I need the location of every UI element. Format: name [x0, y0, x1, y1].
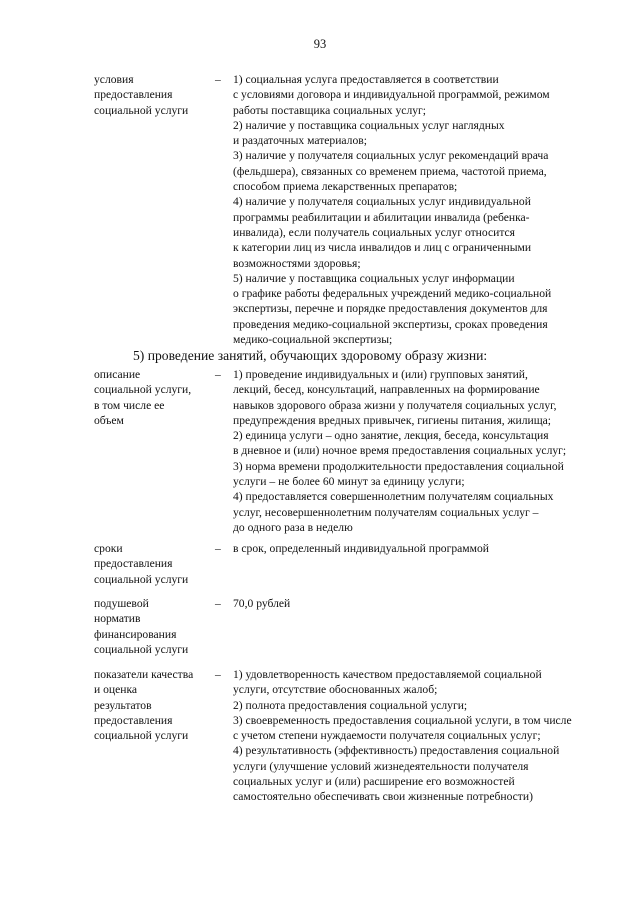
term-line: социальной услуги [94, 642, 189, 656]
desc-line: 2) полнота предоставления социальной услуги; [233, 698, 468, 712]
desc-line: 4) предоставляется совершеннолетним получателям социальных [233, 490, 554, 504]
term-line: подушевой [94, 597, 149, 610]
desc-line: 1) проведение индивидуальных и (или) групповых занятий, [233, 368, 528, 381]
term-line: описание [94, 368, 141, 381]
term-line: объем [94, 413, 124, 427]
term-line: показатели качества [94, 668, 194, 681]
desc-line: 1) удовлетворенность качеством предоставляемой социальной [233, 668, 542, 681]
desc-description [233, 367, 603, 535]
term-line: социальной услуги, [94, 383, 192, 397]
desc-line: работы поставщика социальных услуг; [233, 103, 427, 117]
desc-line: способом приема лекарственных препаратов; [233, 180, 458, 194]
desc-line: самостоятельно обеспечивать свои жизненные потребности) [233, 790, 533, 804]
term-deadlines [94, 541, 212, 587]
dash-separator: – [215, 668, 221, 681]
section-heading: 5) проведение занятий, обучающих здоровому образу жизни: [133, 348, 488, 363]
term-line: сроки [94, 542, 123, 555]
dash-separator: – [215, 73, 221, 86]
desc-quality-indicators [233, 667, 603, 805]
desc-line: экспертизы, перечне и порядке предоставления документов для [233, 302, 548, 316]
desc-line: 70,0 рублей [233, 597, 291, 610]
dash-separator: – [215, 597, 221, 610]
desc-line: возможностями здоровья; [233, 256, 361, 270]
desc-funding-standard [233, 596, 603, 611]
dash-separator: – [215, 542, 221, 555]
desc-line: услуги – не более 60 минут за единицу услуги; [233, 475, 465, 489]
desc-line: 5) наличие у поставщика социальных услуг информации [233, 271, 515, 285]
term-line: социальной услуги [94, 572, 189, 586]
desc-line: (фельдшера), связанных со временем приема, частотой приема, [233, 164, 547, 178]
desc-line: услуги, отсутствие обоснованных жалоб; [233, 683, 438, 697]
desc-line: 4) результативность (эффективность) предоставления социальной [233, 744, 560, 758]
desc-line: с условиями договора и индивидуальной программой, режимом [233, 88, 550, 102]
term-line: предоставления [94, 713, 173, 727]
term-line: социальной услуги [94, 729, 189, 743]
term-line: предоставления [94, 557, 173, 571]
desc-line: медико-социальной экспертизы; [233, 333, 393, 347]
term-line: предоставления [94, 88, 173, 102]
desc-line: к категории лиц из числа инвалидов и лиц с ограниченными [233, 241, 532, 255]
desc-line: до одного раза в неделю [233, 520, 353, 534]
desc-line: услуг, несовершеннолетним получателям социальных услуг – [233, 505, 539, 519]
dash-separator: – [215, 368, 221, 381]
term-line: условия [94, 73, 134, 86]
desc-line: навыков здорового образа жизни у получателя социальных услуг, [233, 398, 557, 412]
page-number: 93 [313, 37, 327, 51]
term-line: финансирования [94, 627, 177, 641]
desc-line: 4) наличие у получателя социальных услуг индивидуальной [233, 195, 531, 209]
desc-line: программы реабилитации и абилитации инвалида (ребенка- [233, 210, 530, 224]
desc-line: с учетом степени нуждаемости получателя социальных услуг; [233, 729, 541, 743]
term-line: результатов [94, 698, 152, 712]
desc-line: 3) своевременность предоставления социальной услуги, в том числе [233, 713, 572, 727]
desc-deadlines [233, 541, 603, 556]
desc-line: проведения медико-социальной экспертизы, сроках проведения [233, 317, 548, 331]
term-conditions [94, 72, 212, 118]
desc-line: 3) наличие у получателя социальных услуг рекомендаций врача [233, 149, 549, 163]
desc-line: 2) наличие у поставщика социальных услуг наглядных [233, 118, 505, 132]
desc-line: в срок, определенный индивидуальной программой [233, 542, 489, 555]
desc-line: услуги (улучшение условий жизнедеятельности получателя [233, 759, 529, 773]
desc-line: лекций, бесед, консультаций, направленных на формирование [233, 383, 540, 397]
desc-line: социальных услуг и (или) расширение его возможностей [233, 775, 515, 789]
term-description [94, 367, 212, 428]
desc-line: инвалида), если получатель социальных услуг относится [233, 225, 516, 239]
desc-line: о графике работы федеральных учреждений медико-социальной [233, 287, 552, 301]
term-funding-standard [94, 596, 212, 657]
desc-line: 2) единица услуги – одно занятие, лекция, беседа, консультация [233, 429, 549, 443]
term-line: норматив [94, 612, 141, 626]
term-line: и оценка [94, 683, 138, 697]
term-line: социальной услуги [94, 103, 189, 117]
desc-line: 1) социальная услуга предоставляется в соответствии [233, 73, 499, 86]
term-quality-indicators [94, 667, 212, 743]
desc-line: в дневное и (или) ночное время предоставления социальных услуг; [233, 444, 567, 458]
desc-line: 3) норма времени продолжительности предоставления социальной [233, 459, 564, 473]
desc-line: и раздаточных материалов; [233, 134, 367, 148]
desc-conditions [233, 72, 603, 347]
term-line: в том числе ее [94, 398, 165, 412]
desc-line: предупреждения вредных привычек, гигиены питания, жилища; [233, 413, 552, 427]
